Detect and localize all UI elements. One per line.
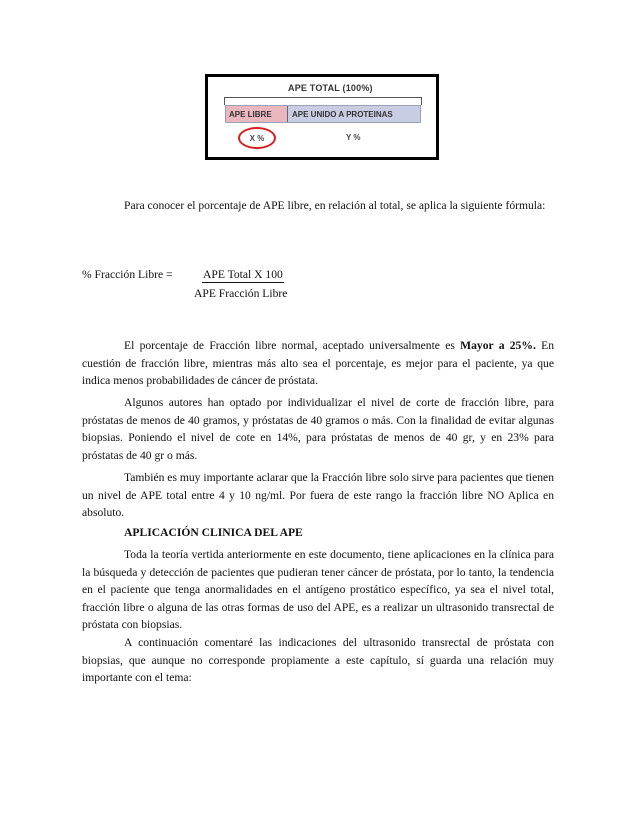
paragraph-normal-fraction — [82, 337, 554, 390]
formula-numerator: APE Total X 100 — [203, 268, 283, 281]
paragraph-normal-fraction-end: En cuestión de fracción libre, mientras más alto sea el porcentaje, es mejor para el paciente, ya que indica menos probabilidades de cáncer de próstata. — [82, 339, 554, 387]
ape-diagram-canvas — [208, 77, 436, 157]
ape-unido-segment: APE UNIDO A PROTEINAS — [288, 106, 420, 122]
paragraph-normal-fraction-bold: Mayor a 25%. — [460, 339, 536, 352]
ape-total-bracket — [224, 97, 422, 98]
bracket-left-tick — [224, 97, 225, 105]
paragraph-range: También es muy importante aclarar que la Fracción libre solo sirve para pacientes que tienen un nivel de APE total entre 4 y 10 ng/ml. Por fuera de este rango la fracción libre NO Aplica en absoluto. — [82, 471, 554, 519]
paragraph-normal-fraction-start: El porcentaje de Fracción libre normal, aceptado universalmente es — [124, 339, 461, 352]
y-percent-label: Y % — [346, 133, 361, 142]
section-heading: APLICACIÓN CLINICA DEL APE — [124, 526, 303, 539]
ape-diagram — [205, 74, 439, 160]
paragraph-indications: A continuación comentaré las indicaciones del ultrasonido transrectal de próstata con biopsias, que aunque no corresponde propiamente a este capítulo, sí guarda una relación muy importante con el tema: — [82, 636, 554, 684]
formula-denominator: APE Fracción Libre — [194, 287, 288, 300]
bracket-right-tick — [421, 97, 422, 105]
x-percent-circle: X % — [238, 127, 276, 149]
paragraph-cutoff: Algunos autores han optado por individualizar el nivel de corte de fracción libre, para próstatas de menos de 40 gramos, y próstatas de 40 gramos o más. Con la finalidad de evitar algunas biopsias. Poniendo el nivel de cote en 14%, para próstatas de menos de 40 gr, y en 23% para próstatas de 40 gr o más. — [82, 396, 554, 462]
intro-paragraph: Para conocer el porcentaje de APE libre, en relación al total, se aplica la siguiente fórmula: — [124, 199, 546, 212]
ape-bar — [225, 105, 421, 123]
paragraph-clinical: Toda la teoría vertida anteriormente en este documento, tiene aplicaciones en la clínica para la búsqueda y detección de pacientes que pudieran tener cáncer de próstata, por lo tanto, la tendencia en el paciente que tenga anormalidades en el antígeno prostático específico, ya sea el nivel total, fracción libre o alguna de las otras formas de uso del APE, es a realizar un ultrasonido transrectal de próstata con biopsias. — [82, 548, 554, 631]
ape-libre-segment: APE LIBRE — [226, 106, 288, 122]
ape-total-label: APE TOTAL (100%) — [288, 83, 373, 93]
formula-lhs: % Fracción Libre = — [82, 268, 173, 281]
